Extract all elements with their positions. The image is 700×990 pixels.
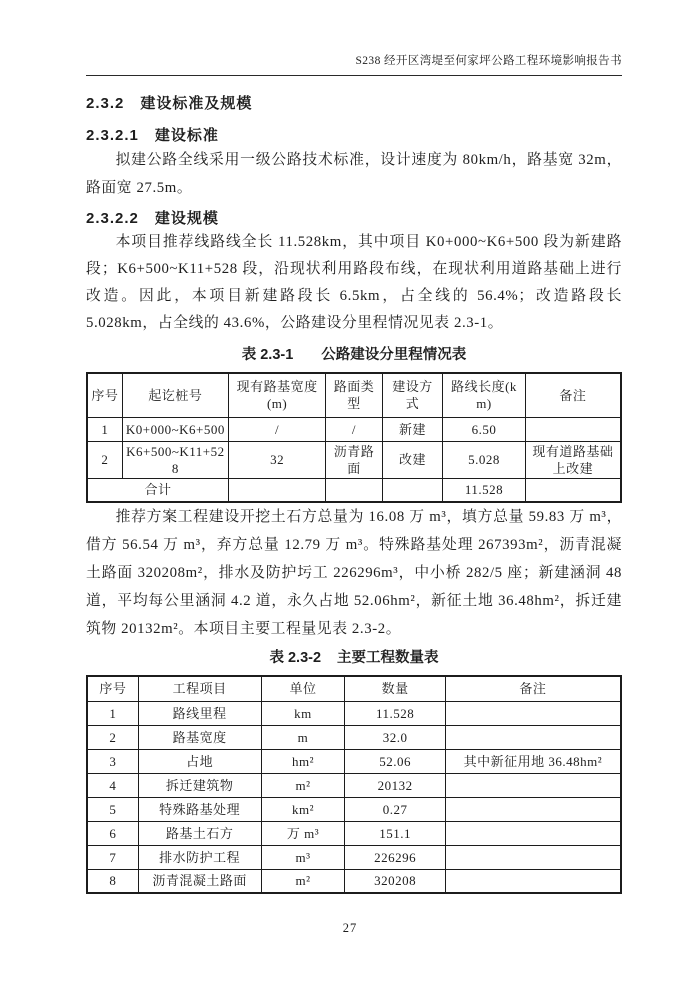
table-cell bbox=[326, 478, 383, 502]
table-cell: 路基土石方 bbox=[138, 821, 261, 845]
table-cell: K0+000~K6+500 bbox=[122, 417, 228, 441]
table-header-row bbox=[87, 676, 621, 701]
table-cell bbox=[445, 797, 621, 821]
table-cell: km bbox=[261, 701, 345, 725]
column-header: 路线长度(km) bbox=[443, 373, 526, 417]
page-header-title: S238 经开区湾堤至何家坪公路工程环境影响报告书 bbox=[355, 55, 622, 67]
table-total-row bbox=[87, 478, 621, 502]
table1-caption bbox=[86, 346, 622, 365]
table-cell: km² bbox=[261, 797, 345, 821]
table-row bbox=[87, 821, 621, 845]
section-heading-2321: 2.3.2.1 建设标准 bbox=[86, 127, 219, 144]
table2-caption-title: 主要工程数量表 bbox=[337, 650, 439, 666]
table-header-row bbox=[87, 373, 621, 417]
table-cell bbox=[445, 701, 621, 725]
table-row bbox=[87, 441, 621, 478]
table1-caption-title: 公路建设分里程情况表 bbox=[321, 347, 467, 363]
column-header: 单位 bbox=[261, 676, 345, 701]
table-row bbox=[87, 701, 621, 725]
table-cell: / bbox=[326, 417, 383, 441]
table-row bbox=[87, 845, 621, 869]
table-cell: 32 bbox=[229, 441, 326, 478]
column-header: 序号 bbox=[87, 373, 122, 417]
table-cell: 11.528 bbox=[345, 701, 445, 725]
table-cell: 320208 bbox=[345, 869, 445, 893]
table-mileage bbox=[86, 372, 622, 503]
table-cell: 现有道路基础上改建 bbox=[525, 441, 621, 478]
table-cell: 1 bbox=[87, 701, 138, 725]
table-cell: 其中新征用地 36.48hm² bbox=[445, 749, 621, 773]
table-cell: K6+500~K11+528 bbox=[122, 441, 228, 478]
table-cell: 6.50 bbox=[443, 417, 526, 441]
section-heading-232: 2.3.2 建设标准及规模 bbox=[86, 95, 253, 112]
table-cell: m bbox=[261, 725, 345, 749]
table-row bbox=[87, 749, 621, 773]
table-cell bbox=[382, 478, 442, 502]
table-cell: 路基宽度 bbox=[138, 725, 261, 749]
table-cell: m³ bbox=[261, 845, 345, 869]
table-cell: 32.0 bbox=[345, 725, 445, 749]
table-cell: 0.27 bbox=[345, 797, 445, 821]
table-cell: 万 m³ bbox=[261, 821, 345, 845]
table-cell: 6 bbox=[87, 821, 138, 845]
table-cell: 排水防护工程 bbox=[138, 845, 261, 869]
column-header: 建设方式 bbox=[382, 373, 442, 417]
header-divider bbox=[86, 75, 622, 76]
table-cell: 7 bbox=[87, 845, 138, 869]
table-cell bbox=[445, 725, 621, 749]
table-row bbox=[87, 725, 621, 749]
table-row bbox=[87, 797, 621, 821]
table-cell bbox=[445, 869, 621, 893]
table-cell: 8 bbox=[87, 869, 138, 893]
table-cell: 2 bbox=[87, 725, 138, 749]
table-cell: 5 bbox=[87, 797, 138, 821]
column-header: 工程项目 bbox=[138, 676, 261, 701]
table-cell bbox=[445, 845, 621, 869]
table-cell: / bbox=[229, 417, 326, 441]
section-heading-2322: 2.3.2.2 建设规模 bbox=[86, 210, 219, 227]
table-cell: 3 bbox=[87, 749, 138, 773]
table-cell: 20132 bbox=[345, 773, 445, 797]
table-cell: 新建 bbox=[382, 417, 442, 441]
table2-caption bbox=[86, 649, 622, 668]
table-cell: 1 bbox=[87, 417, 122, 441]
table-cell: 沥青路面 bbox=[326, 441, 383, 478]
table-cell bbox=[525, 417, 621, 441]
table-row bbox=[87, 773, 621, 797]
paragraph-earthwork-quantities: 推荐方案工程建设开挖土石方总量为 16.08 万 m³，填方总量 59.83 万 m³，借方 56.54 万 m³，弃方总量 12.79 万 m³。特殊路基处理 267393m²，沥青混凝土路面 320208m²，排水及防护圬工 226296m³，中小桥 282/5 座；新建涵洞 48 道，平均每公里涵洞 4.2 道，永久占地 52.06hm²，新征土地 36.48hm²，拆迁建筑物 20132m²。本项目主要工程量见表 2.3-2。 bbox=[86, 509, 622, 637]
table-cell: 2 bbox=[87, 441, 122, 478]
table-cell: 4 bbox=[87, 773, 138, 797]
table-row bbox=[87, 869, 621, 893]
table-cell bbox=[445, 821, 621, 845]
table-cell: 占地 bbox=[138, 749, 261, 773]
table2-caption-number: 表 2.3-2 bbox=[269, 650, 322, 666]
table-cell: hm² bbox=[261, 749, 345, 773]
column-header: 数量 bbox=[345, 676, 445, 701]
table-cell: 52.06 bbox=[345, 749, 445, 773]
table-cell: m² bbox=[261, 869, 345, 893]
table1-caption-number: 表 2.3-1 bbox=[241, 347, 294, 363]
total-label-cell: 合计 bbox=[87, 478, 229, 502]
table-cell: 5.028 bbox=[443, 441, 526, 478]
table-cell: 特殊路基处理 bbox=[138, 797, 261, 821]
column-header: 现有路基宽度(m) bbox=[229, 373, 326, 417]
table-cell: 11.528 bbox=[443, 478, 526, 502]
table-cell: 拆迁建筑物 bbox=[138, 773, 261, 797]
table-cell: 226296 bbox=[345, 845, 445, 869]
column-header: 备注 bbox=[445, 676, 621, 701]
table-cell: 沥青混凝土路面 bbox=[138, 869, 261, 893]
column-header: 序号 bbox=[87, 676, 138, 701]
column-header: 路面类型 bbox=[326, 373, 383, 417]
table-cell: m² bbox=[261, 773, 345, 797]
paragraph-construction-scale: 本项目推荐线路线全长 11.528km，其中项目 K0+000~K6+500 段为新建路段；K6+500~K11+528 段，沿现状利用路段布线，在现状利用道路基础上进行改造。因此，本项目新建路段长 6.5km，占全线的 56.4%；改造路段长 5.028km，占全线的 43.6%，公路建设分里程情况见表 2.3-1。 bbox=[86, 234, 622, 331]
table-cell: 路线里程 bbox=[138, 701, 261, 725]
column-header: 备注 bbox=[525, 373, 621, 417]
table-row bbox=[87, 417, 621, 441]
column-header: 起讫桩号 bbox=[122, 373, 228, 417]
table-cell: 改建 bbox=[382, 441, 442, 478]
table-cell bbox=[525, 478, 621, 502]
table-cell bbox=[229, 478, 326, 502]
table-cell: 151.1 bbox=[345, 821, 445, 845]
table-cell bbox=[445, 773, 621, 797]
table-main-quantities bbox=[86, 675, 622, 894]
paragraph-construction-standard: 拟建公路全线采用一级公路技术标准，设计速度为 80km/h，路基宽 32m，路面宽 27.5m。 bbox=[86, 152, 622, 196]
page-number: 27 bbox=[342, 921, 358, 935]
